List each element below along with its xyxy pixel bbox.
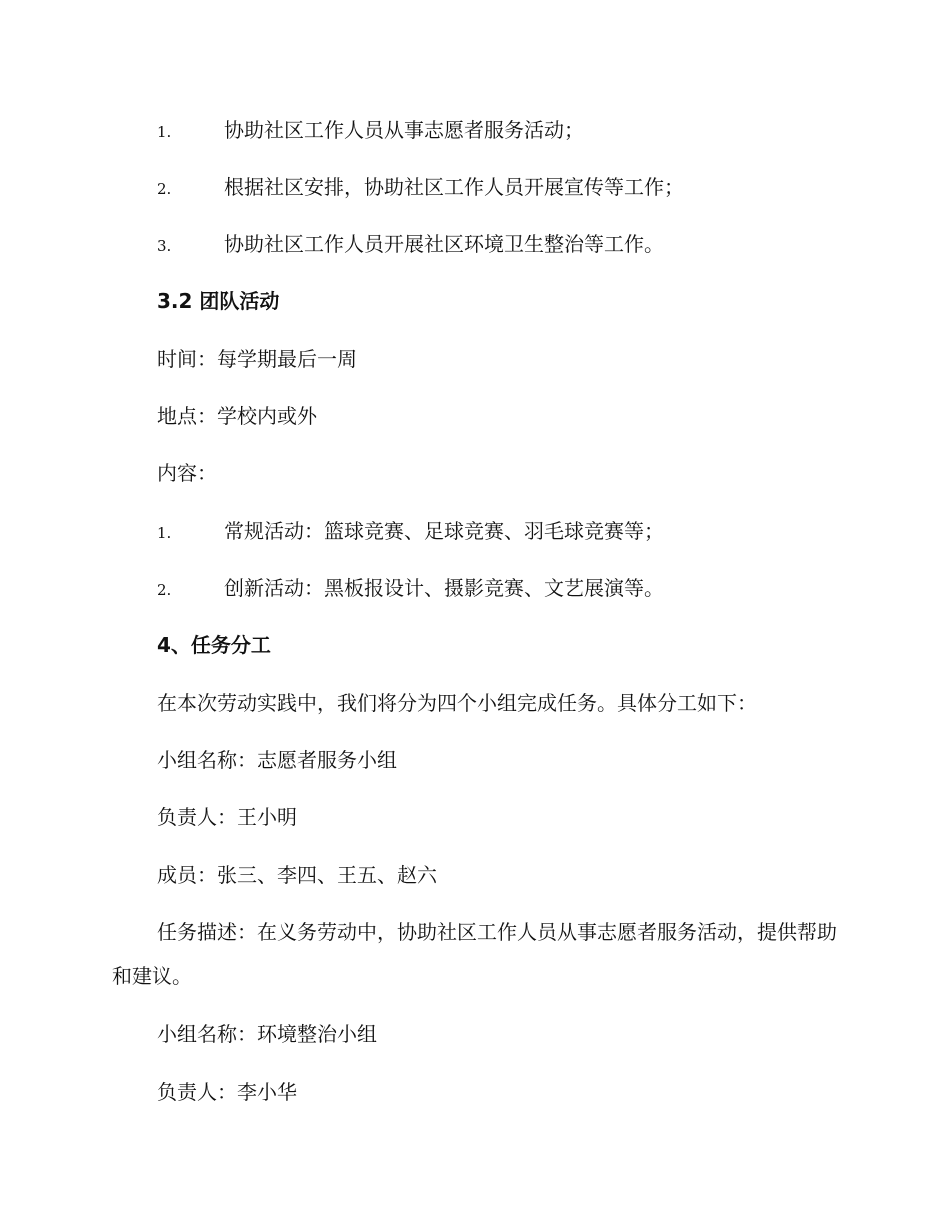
list-item bbox=[157, 117, 584, 145]
activity-content-label: 内容： bbox=[157, 461, 217, 485]
list-number: 2. bbox=[157, 180, 172, 198]
list-number: 3. bbox=[157, 237, 172, 255]
list-number: 1. bbox=[157, 123, 172, 141]
activity-time: 时间：每学期最后一周 bbox=[157, 347, 357, 371]
list-number: 1. bbox=[157, 524, 172, 542]
section-heading-3-2: 3.2 团队活动 bbox=[157, 289, 280, 313]
group-members: 成员：张三、李四、王五、赵六 bbox=[157, 863, 437, 887]
list-item bbox=[157, 575, 664, 603]
list-text: 常规活动：篮球竞赛、足球竞赛、羽毛球竞赛等； bbox=[224, 519, 664, 543]
list-text: 根据社区安排，协助社区工作人员开展宣传等工作； bbox=[224, 175, 684, 199]
group-leader: 负责人：李小华 bbox=[157, 1080, 297, 1104]
group-name: 小组名称：环境整治小组 bbox=[157, 1022, 377, 1046]
list-number: 2. bbox=[157, 581, 172, 599]
list-item bbox=[157, 174, 684, 202]
list-item bbox=[157, 231, 664, 259]
list-item bbox=[157, 518, 664, 546]
group-name: 小组名称：志愿者服务小组 bbox=[157, 748, 397, 772]
group-leader: 负责人：王小明 bbox=[157, 805, 297, 829]
section-heading-4: 4、任务分工 bbox=[157, 633, 271, 657]
group-description: 任务描述：在义务劳动中，协助社区工作人员从事志愿者服务活动，提供帮助和建议。 bbox=[112, 920, 837, 988]
list-text: 创新活动：黑板报设计、摄影竞赛、文艺展演等。 bbox=[224, 576, 664, 600]
list-text: 协助社区工作人员开展社区环境卫生整治等工作。 bbox=[224, 232, 664, 256]
activity-place: 地点：学校内或外 bbox=[157, 404, 317, 428]
task-intro: 在本次劳动实践中，我们将分为四个小组完成任务。具体分工如下： bbox=[157, 691, 757, 715]
list-text: 协助社区工作人员从事志愿者服务活动； bbox=[224, 118, 584, 142]
